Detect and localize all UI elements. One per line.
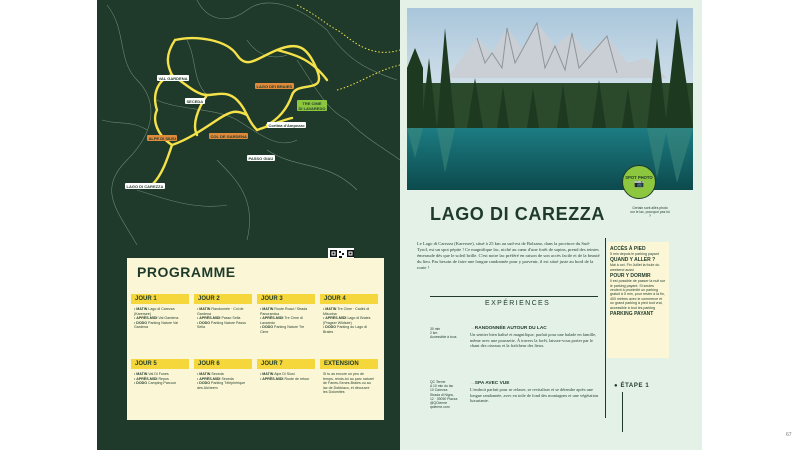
day-body <box>131 369 189 389</box>
day-line: • MATIN Route Road / Strada Panoramica <box>260 307 308 316</box>
day-card <box>131 359 189 389</box>
spot-photo-label: SPOT PHOTO <box>625 174 653 180</box>
experience-heading-1: RANDONNÉE AUTOUR DU LAC <box>474 326 547 331</box>
map-label-lago-dei-braies: LAGO DEI BRAIES <box>256 83 293 89</box>
day-line-key: DODO <box>325 325 337 330</box>
day-line: • APRÈS-MIDI Route de retour <box>260 376 310 381</box>
day-line-key: MATIN <box>199 372 211 376</box>
experience-heading-2: SPA AVEC VUE <box>474 381 510 386</box>
experiences-title: EXPÉRIENCES <box>485 300 551 307</box>
map-label-val-gardena: VAL GARDENA <box>158 75 188 81</box>
day-line: • DODO Parking Nature Tre Cime <box>260 325 305 334</box>
day-line: • APRÈS-MIDI Repos <box>134 376 169 381</box>
day-line-value: Camping Parcour <box>148 381 177 386</box>
route-map <box>97 0 400 250</box>
day-line-value: Tre Cime · Cadini di Misurina <box>323 307 370 316</box>
experience-text-2: L'endroit parfait pour se relaxer, se revitaliser et se détendre après une longue randonnée, avec en toile de fond des montagnes et une végétation luxuriante. <box>470 387 599 404</box>
day-line-value: Route Road / Strada Panoramica <box>260 307 308 316</box>
lake-photo-drawing <box>407 8 693 190</box>
divider-line <box>605 238 606 418</box>
day-line: • DODO Parking du Lago di Braies <box>323 325 368 334</box>
day-card <box>257 294 315 338</box>
etape-text: ÉTAPE 1 <box>620 383 650 389</box>
day-line-key: MATIN <box>136 372 148 376</box>
lake-photo <box>407 8 693 190</box>
day-body <box>257 369 315 384</box>
day-body <box>194 304 252 333</box>
day-line-key: MATIN <box>199 307 211 311</box>
map-label-alpe-di-siusi: ALPE DI SIUSI <box>148 135 176 141</box>
day-line-key: APRÈS-MIDI <box>199 316 221 321</box>
day-line-value: Parking Nature Val Gardena <box>134 320 178 330</box>
day-line-value: Seceda <box>211 372 224 376</box>
day-line-key: DODO <box>136 381 148 386</box>
day-line: • DODO Parking Nature Passo Sella <box>197 320 247 330</box>
day-line-value: Parking Téléphérique des Alcheem <box>197 381 246 390</box>
day-line-key: MATIN <box>325 307 337 311</box>
day-line: • MATIN Randonnée · Col de Gardena <box>197 307 244 316</box>
page-number: 67 <box>786 432 792 438</box>
map-label-col-de-gardena: COL DE GARDENA <box>210 133 247 139</box>
etape-label: ● ÉTAPE 1 <box>614 383 650 389</box>
day-line-value: Val Di Funes <box>148 372 169 376</box>
day-line-key: DODO <box>199 320 211 325</box>
day-line-value: Route de retour <box>284 376 310 381</box>
day-line-key: APRÈS-MIDI <box>325 316 347 321</box>
page-title: LAGO DI CAREZZA <box>430 204 605 224</box>
day-line-key: APRÈS-MIDI <box>199 376 221 381</box>
intro-text: Le Lago di Carezza (Karersee), situé à 25 km au sud-est de Bolzano, dans la province du Sud-Tyrol, est un spot pépite ! Ce magnifique lac, niché au cœur d'une forêt de sapins, prend des teintes émeraude dès que le soleil brille. C'est notre lac préféré en raison de son accès facile et de la beauté du lieu. Pas besoin de faire une longue randonnée pour y parvenir, il est situé juste au bord de la route ! <box>417 241 600 270</box>
day-line: • DODO Camping Parcour <box>134 381 177 386</box>
day-heading: JOUR 5 <box>131 359 189 369</box>
day-card <box>320 294 378 338</box>
day-heading: JOUR 2 <box>194 294 252 304</box>
day-card <box>131 294 189 333</box>
etape-line <box>622 392 623 432</box>
left-page <box>97 0 400 450</box>
map-label-cortina: Cortina d'Ampezzo <box>268 122 305 128</box>
info-heading: ACCÈS À PIED <box>610 246 646 252</box>
info-heading: QUAND Y ALLER ? <box>610 257 656 264</box>
map-label-tre-cime: TRE CIME DI LAVAREDO <box>298 100 326 111</box>
map-label-lago-di-carezza: LAGO DI CAREZZA <box>126 183 164 189</box>
day-line-key: APRÈS-MIDI <box>262 316 284 321</box>
programme-box <box>127 258 384 420</box>
day-line-value: Passo Sella <box>221 316 241 321</box>
day-line-value: Val Gardena <box>158 316 179 321</box>
experience-meta-2: QC Terme A 10 min du lac 10 Carezza Strada di Nigra, 12 · 39050 Piazza @QCterme qcterme.com <box>430 380 458 410</box>
day-line-value: Alpe Di Siusi <box>274 372 295 376</box>
day-line-key: MATIN <box>262 372 274 376</box>
day-line: • APRÈS-MIDI Tre Cime di Lavaredo <box>260 316 303 325</box>
day-line-key: MATIN <box>262 307 274 311</box>
practical-info-box <box>607 242 669 358</box>
day-line-key: DODO <box>136 320 148 325</box>
day-card <box>257 359 315 384</box>
day-line: • APRÈS-MIDI Passo Sella <box>197 316 241 321</box>
day-line-value: Randonnée · Col de Gardena <box>197 307 244 316</box>
day-card <box>194 294 252 333</box>
day-line-key: DODO <box>199 381 211 386</box>
info-text: Il est possible de passer la nuit sur le parking payant. Si seules veulent à proximité un parking gratuit à 5 min, pour rester à la fin, 400 mètres avec le commerce et un grand parking à pied tout vrai, accessible à tout les parking <box>610 279 666 310</box>
arrow-icon: → <box>470 381 475 386</box>
day-card <box>194 359 252 393</box>
day-line-value: Parking du Lago di Braies <box>323 325 368 334</box>
day-line: • APRÈS-MIDI Seceda <box>197 376 234 381</box>
map-drawing <box>97 0 400 250</box>
camera-icon: 📷 <box>634 179 644 189</box>
day-line-value: Lago di Braies (Pragser Wildsee) <box>323 316 371 325</box>
day-heading: JOUR 1 <box>131 294 189 304</box>
day-line-key: MATIN <box>136 307 148 311</box>
day-line: • MATIN Val Di Funes <box>134 372 169 376</box>
info-text: 5 min depuis le parking payant <box>610 252 659 256</box>
info-heading: PARKING PAYANT <box>610 311 654 318</box>
day-body <box>320 369 378 398</box>
day-line: • APRÈS-MIDI Val Gardena <box>134 316 179 321</box>
day-line: • MATIN Tre Cime · Cadini di Misurina <box>323 307 370 316</box>
day-line-value: Parking Nature Tre Cime <box>260 325 305 334</box>
day-card <box>320 359 378 398</box>
info-heading: POUR Y DORMIR <box>610 273 651 280</box>
programme-title: PROGRAMME <box>137 264 236 280</box>
day-line: • DODO Parking Nature Val Gardena <box>134 320 178 330</box>
day-heading: JOUR 7 <box>257 359 315 369</box>
right-page <box>400 0 702 450</box>
experience-item-2 <box>470 381 600 404</box>
day-heading: JOUR 3 <box>257 294 315 304</box>
extension-text: Si tu as encore un peu de temps, rends-toi au parc naturel de Fanes-Senes-Braies ou au lac de Dobbiaco, et découvre les Dolomites <box>323 372 374 395</box>
day-body <box>131 304 189 333</box>
experiences-rule <box>430 296 598 297</box>
day-line-value: Lago di Carezza (Karersee) <box>134 307 175 316</box>
day-line-key: APRÈS-MIDI <box>136 376 158 381</box>
day-heading: EXTENSION <box>320 359 378 369</box>
day-line-key: DODO <box>262 325 274 330</box>
day-line: • MATIN Seceda <box>197 372 224 376</box>
spot-photo-badge <box>622 165 656 199</box>
day-heading: JOUR 4 <box>320 294 378 304</box>
spot-photo-caption: Certain sont allés photo sur le lac, pourquoi pas toi ? <box>630 206 670 218</box>
day-body <box>194 369 252 393</box>
map-label-passo-giau: PASSO GIAU <box>248 155 274 161</box>
day-line: • MATIN Lago di Carezza (Karersee) <box>134 307 175 316</box>
info-text: Mai à oct. Fin Juillet la foule du weekend aussi <box>610 263 660 272</box>
day-line-value: Seceda <box>221 376 234 381</box>
experience-item-1 <box>470 326 600 349</box>
day-body <box>320 304 378 338</box>
arrow-icon: → <box>470 326 475 331</box>
map-label-seceda: SECEDA <box>186 98 204 104</box>
day-line-key: APRÈS-MIDI <box>262 376 284 381</box>
day-line: • APRÈS-MIDI Lago di Braies (Pragser Wildsee) <box>323 316 371 325</box>
experience-text-1: Un sentier bien balisé et magnifique, parfait pour une balade en famille, même avec une poussette. À travers la forêt, laissez-vous porter par le chant des oiseaux et la fraîcheur des lieux. <box>470 332 597 349</box>
day-heading: JOUR 6 <box>194 359 252 369</box>
day-line-value: Tre Cime di Lavaredo <box>260 316 303 325</box>
experience-meta-1: 30 min 2 km Accessible à tous <box>430 327 457 340</box>
day-line-value: Repos <box>158 376 169 381</box>
day-line: • DODO Parking Téléphérique des Alcheem <box>197 381 246 390</box>
day-line: • MATIN Alpe Di Siusi <box>260 372 295 376</box>
day-body <box>257 304 315 338</box>
day-line-value: Parking Nature Passo Sella <box>197 320 247 330</box>
day-line-key: APRÈS-MIDI <box>136 316 158 321</box>
